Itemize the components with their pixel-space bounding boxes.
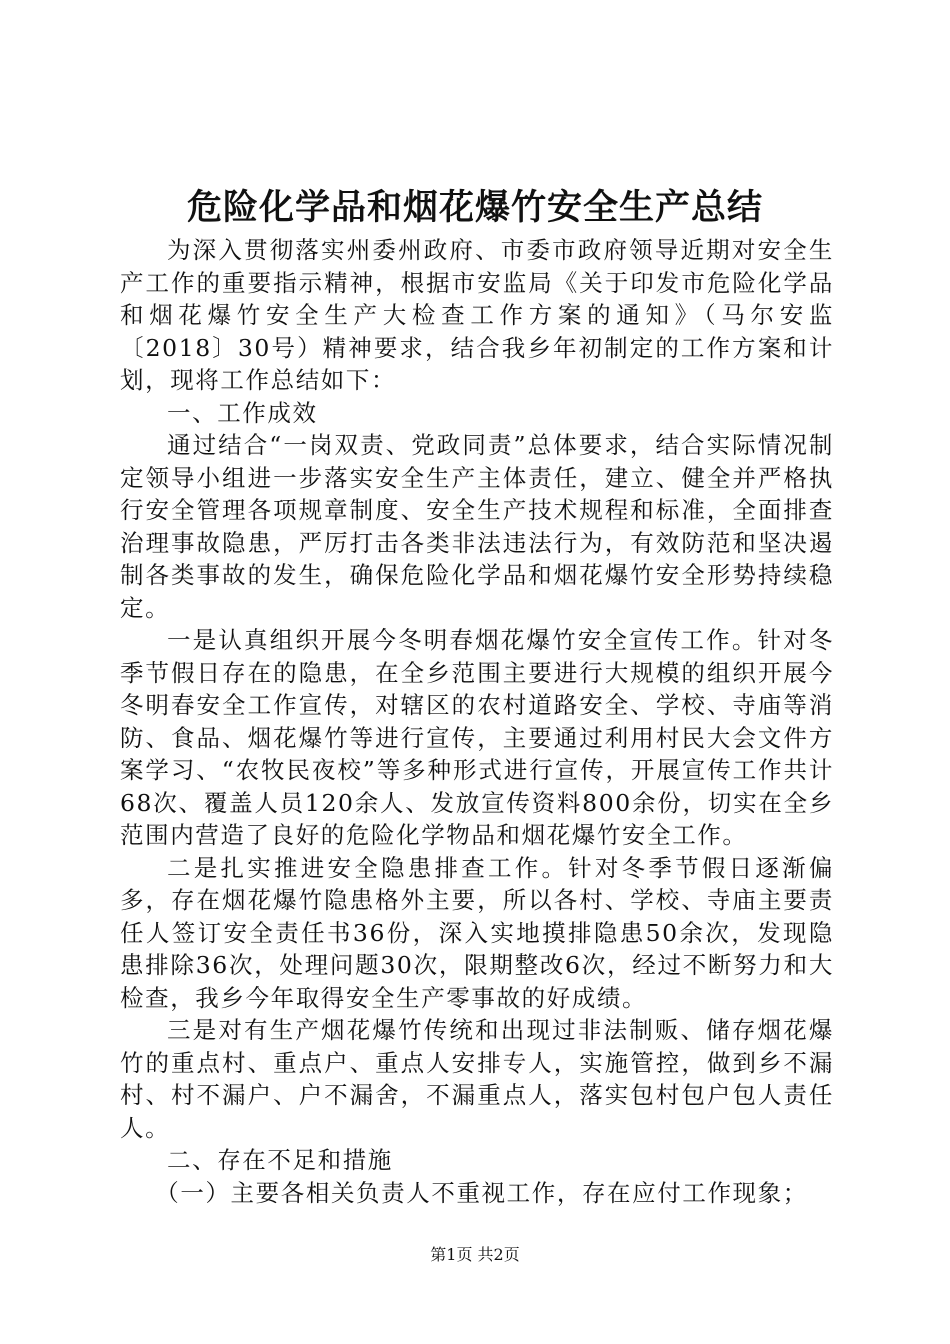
page-number-footer: 第1页 共2页	[430, 1245, 520, 1264]
section-heading-achievements: 一、工作成效	[167, 398, 318, 427]
hazard-inspection-paragraph: 二是扎实推进安全隐患排查工作。针对冬季节假日逐渐偏多，存在烟花爆竹隐患格外主要，所以各村、学校、寺庙主要责任人签订安全责任书36份，深入实地摸排隐患50余次，发现隐患排除36次，处理问题30次，限期整改6次，经过不断努力和大检查，我乡今年取得安全生产零事故的好成绩。	[120, 853, 834, 1012]
section-heading-shortcomings: 二、存在不足和措施	[167, 1146, 393, 1174]
achievements-overview-paragraph: 通过结合“一岗双责、党政同责”总体要求，结合实际情况制定领导小组进一步落实安全生产主体责任，建立、健全并严格执行安全管理各项规章制度、安全生产技术规程和标准，全面排查治理事故隐患，严厉打击各类非法违法行为，有效防范和坚决遏制各类事故的发生，确保危险化学品和烟花爆竹安全形势持续稳定。	[120, 431, 834, 622]
document-title: 危险化学品和烟花爆竹安全生产总结	[186, 187, 763, 228]
shortcoming-item-1: （一）主要各相关负责人不重视工作，存在应付工作现象；	[155, 1178, 808, 1207]
document-body	[120, 234, 834, 1209]
key-control-paragraph: 三是对有生产烟花爆竹传统和出现过非法制贩、储存烟花爆竹的重点村、重点户、重点人安排专人，实施管控，做到乡不漏村、村不漏户、户不漏舍，不漏重点人，落实包村包户包人责任人。	[120, 1016, 834, 1142]
publicity-work-paragraph: 一是认真组织开展今冬明春烟花爆竹安全宣传工作。针对冬季节假日存在的隐患，在全乡范围主要进行大规模的组织开展今冬明春安全工作宣传，对辖区的农村道路安全、学校、寺庙等消防、食品、烟花爆竹等进行宣传，主要通过利用村民大会文件方案学习、“农牧民夜校”等多种形式进行宣传，开展宣传工作共计68次、覆盖人员120余人、发放宣传资料800余份，切实在全乡范围内营造了良好的危险化学物品和烟花爆竹安全工作。	[120, 626, 834, 849]
intro-paragraph: 为深入贯彻落实州委州政府、市委市政府领导近期对安全生产工作的重要指示精神，根据市安监局《关于印发市危险化学品和烟花爆竹安全生产大检查工作方案的通知》（马尔安监〔2018〕30号）精神要求，结合我乡年初制定的工作方案和计划，现将工作总结如下：	[120, 236, 834, 394]
